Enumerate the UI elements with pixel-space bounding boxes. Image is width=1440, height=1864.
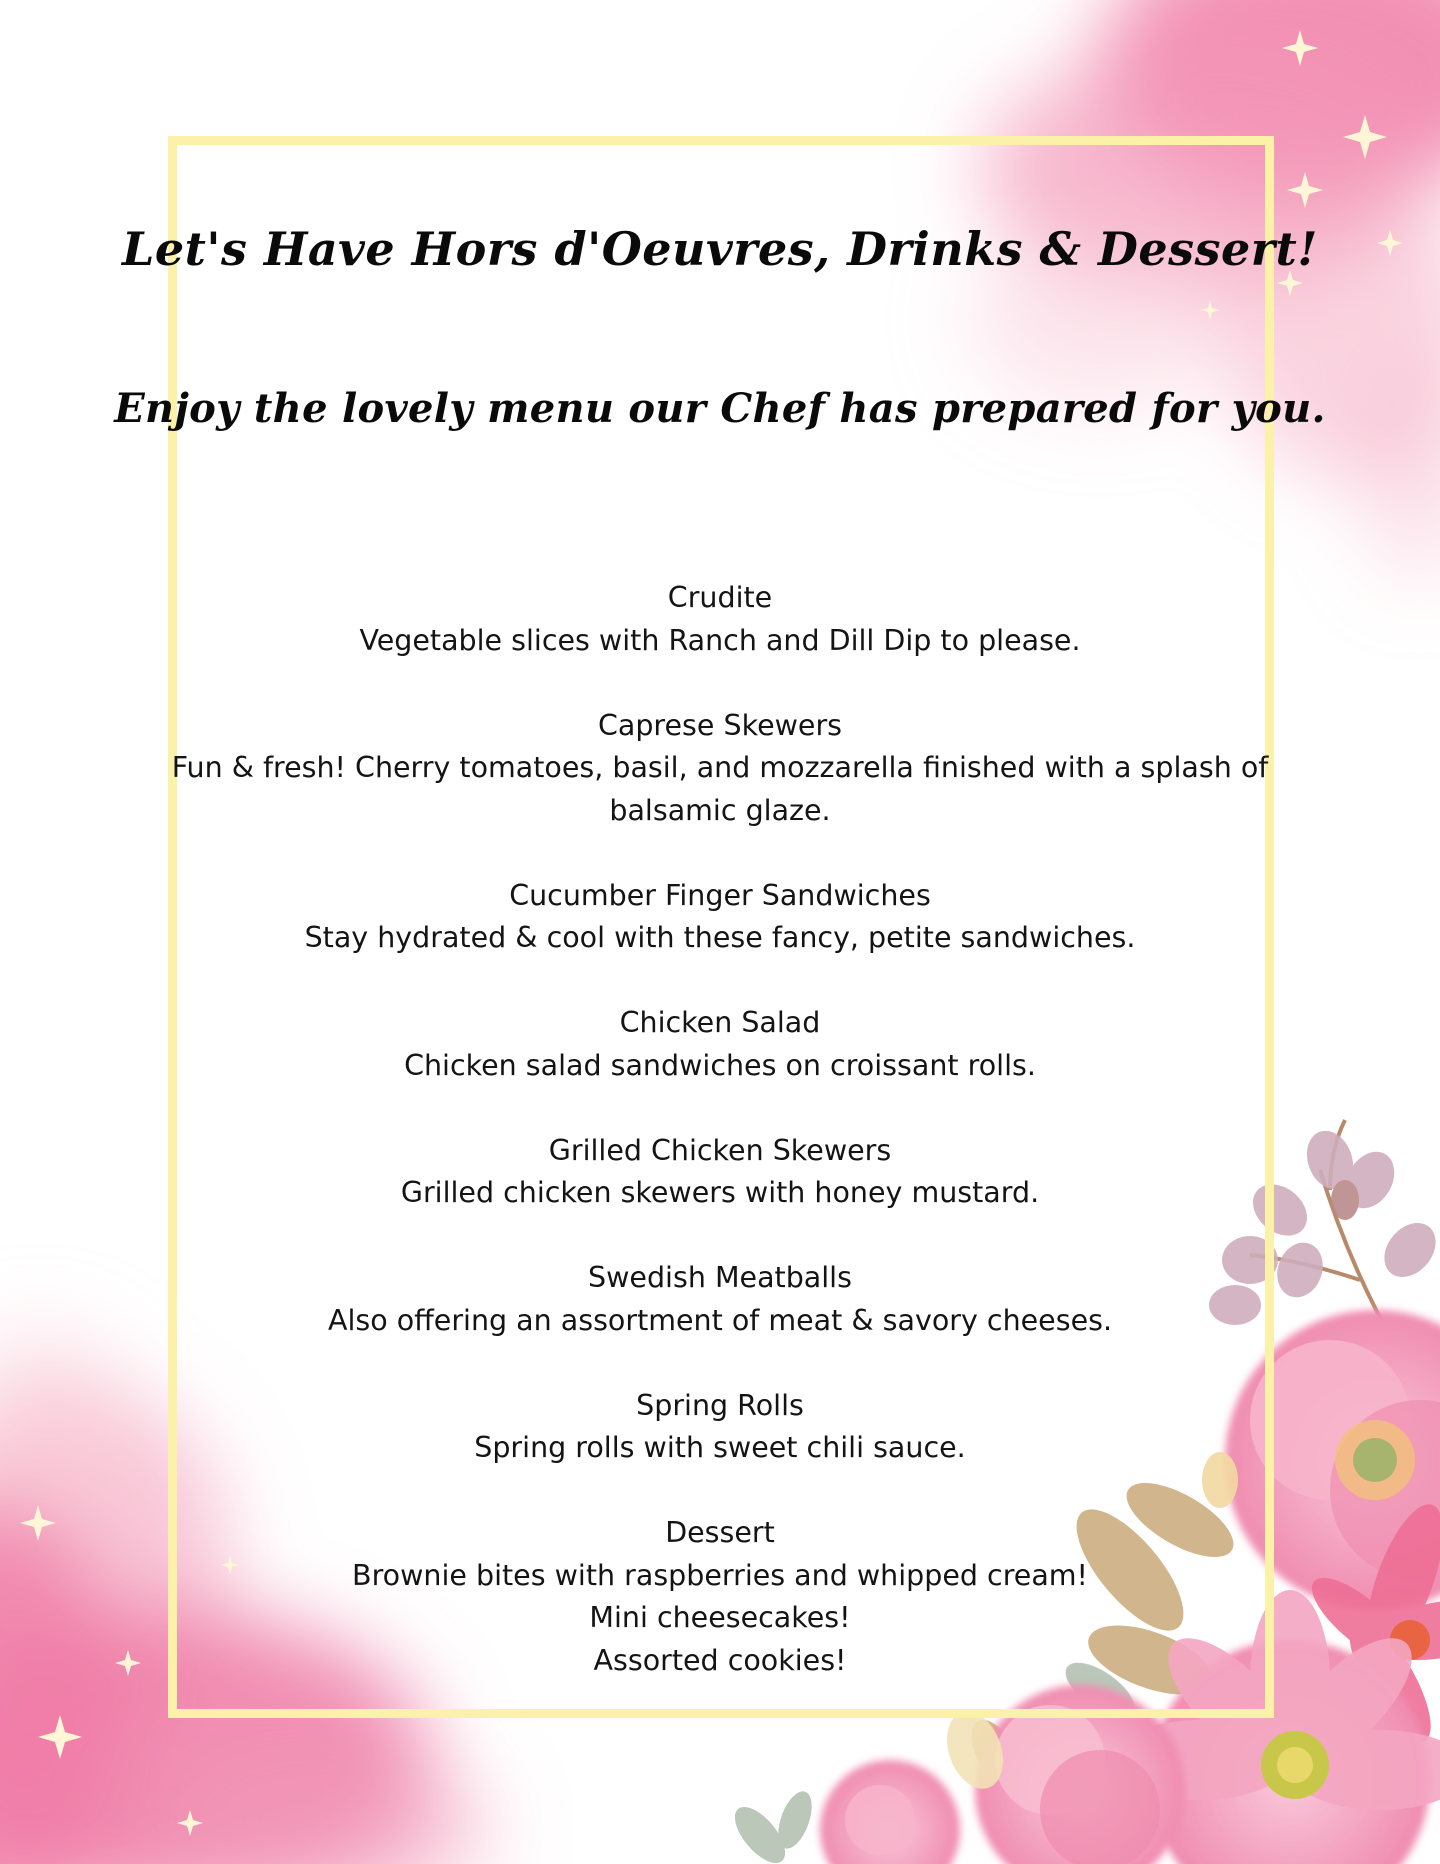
menu-item-description: Also offering an assortment of meat & savory cheeses. [327,1303,1113,1337]
menu-item-name: Grilled Chicken Skewers [548,1133,892,1167]
menu-item-caprese-skewers [0,705,1440,833]
menu-item-name: Caprese Skewers [597,708,843,742]
menu-item-description: Stay hydrated & cool with these fancy, petite sandwiches. [304,921,1136,954]
menu-list [0,577,1440,1725]
menu-item-description: Chicken salad sandwiches on croissant rolls. [404,1048,1036,1082]
menu-item-name: Spring Rolls [636,1388,804,1422]
menu-item-description: Spring rolls with sweet chili sauce. [474,1431,966,1464]
menu-item-crudite [0,577,1440,662]
menu-item-description: Vegetable slices with Ranch and Dill Dip to please. [359,623,1081,657]
menu-item-name: Cucumber Finger Sandwiches [509,878,931,912]
menu-item-description: Brownie bites with raspberries and whipped cream! [352,1558,1088,1592]
menu-item-chicken-salad [0,1002,1440,1087]
menu-item-name: Dessert [665,1516,775,1549]
page-title: Let's Have Hors d'Oeuvres, Drinks & Dessert! [122,222,1318,276]
page-subtitle: Enjoy the lovely menu our Chef has prepared for you. [114,385,1326,432]
menu-item-description: Mini cheesecakes! [589,1601,851,1634]
menu-item-grilled-chicken-skewers [0,1130,1440,1215]
menu-item-description: Grilled chicken skewers with honey mustard. [400,1176,1040,1209]
menu-item-dessert [0,1512,1440,1682]
menu-item-description: Assorted cookies! [593,1643,847,1677]
menu-item-name: Chicken Salad [619,1006,821,1039]
menu-item-description: Fun & fresh! Cherry tomatoes, basil, and mozzarella finished with a splash of balsamic glaze. [171,751,1269,827]
menu-item-name: Swedish Meatballs [588,1261,852,1294]
menu-item-swedish-meatballs [0,1257,1440,1342]
menu-item-spring-rolls [0,1385,1440,1470]
menu-item-cucumber-finger-sandwiches [0,875,1440,960]
menu-item-name: Crudite [667,581,773,614]
